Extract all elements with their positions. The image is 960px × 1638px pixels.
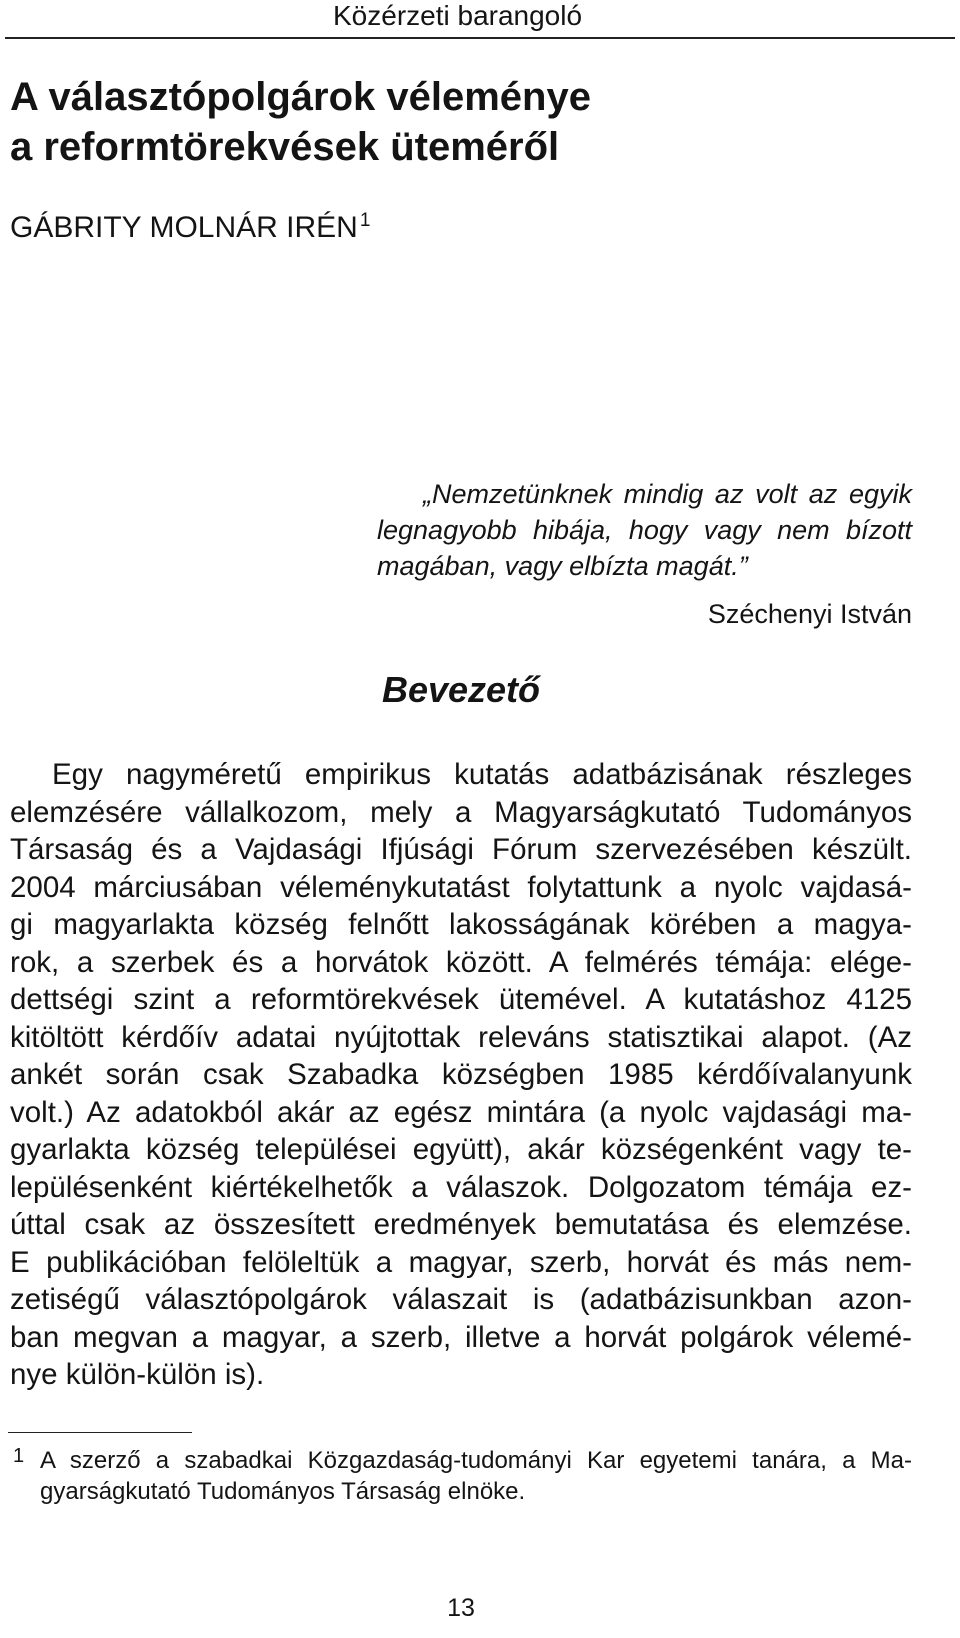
- body-line: volt.) Az adatokból akár az egész mintára (a nyolc vajdasági ma-: [10, 1095, 912, 1129]
- body-line: lepülésenként kiértékelhetők a válaszok. Dolgozatom témája ez-: [10, 1170, 912, 1204]
- body-paragraph: [10, 756, 912, 1394]
- header-rule: [5, 37, 955, 39]
- body-line: gi magyarlakta község felnőtt lakosságának körében a magya-: [10, 908, 912, 941]
- epigraph-line: „Nemzetünknek mindig az volt az egyik: [423, 479, 912, 509]
- body-line: Egy nagyméretű empirikus kutatás adatbázisának részleges: [52, 758, 912, 791]
- epigraph-line: magában, vagy elbízta magát.”: [377, 551, 748, 581]
- article-title: [10, 72, 591, 172]
- body-line: zetiségű választópolgárok válaszait is (adatbázisunkban azon-: [10, 1283, 912, 1316]
- body-line: nye külön-külön is).: [10, 1358, 265, 1391]
- footnote-rule: [8, 1432, 192, 1433]
- body-line: 2004 márciusában véleménykutatást folytattunk a nyolc vajdasá-: [10, 870, 912, 904]
- body-line: úttal csak az összesített eredmények bemutatása és elemzése.: [10, 1208, 912, 1241]
- author-text: GÁBRITY MOLNÁR IRÉN: [10, 211, 358, 244]
- page-number: 13: [447, 1594, 475, 1622]
- epigraph: [377, 476, 912, 584]
- body-line: gyarlakta község települései együtt), akár községenként vagy te-: [10, 1133, 912, 1166]
- epigraph-attribution: Széchenyi István: [707, 599, 912, 629]
- body-line: ankét során csak Szabadka községben 1985 kérdőívalanyunk: [10, 1058, 912, 1091]
- footnote: [40, 1445, 912, 1507]
- body-line: rok, a szerbek és a horvátok között. A felmérés témája: elége-: [10, 945, 912, 979]
- body-line: ban megvan a magyar, a szerb, illetve a horvát polgárok vélemé-: [10, 1320, 912, 1354]
- author-footnote-mark: 1: [359, 210, 371, 231]
- running-header: Közérzeti barangoló: [333, 0, 583, 31]
- body-line: Társaság és a Vajdasági Ifjúsági Fórum szervezésében készült.: [10, 833, 912, 866]
- footnote-mark: 1: [13, 1445, 25, 1467]
- footnote-line: gyarságkutató Tudományos Társaság elnöke.: [40, 1478, 526, 1505]
- body-line: E publikációban felöleltük a magyar, szerb, horvát és más nem-: [10, 1245, 912, 1279]
- body-line: kitöltött kérdőív adatai nyújtottak releváns statisztikai alapot. (Az: [10, 1020, 912, 1054]
- title-line: A választópolgárok véleménye: [10, 75, 591, 119]
- epigraph-line: legnagyobb hibája, hogy vagy nem bízott: [377, 515, 912, 545]
- body-line: dettségi szint a reformtörekvések ütemével. A kutatáshoz 4125: [10, 983, 912, 1016]
- body-line: elemzésére vállalkozom, mely a Magyarságkutató Tudományos: [10, 795, 912, 829]
- section-heading: Bevezető: [381, 669, 541, 710]
- author-name: [10, 208, 370, 248]
- footnote-line: A szerző a szabadkai Közgazdaság-tudományi Kar egyetemi tanára, a Ma-: [40, 1447, 912, 1474]
- title-line: a reformtörekvések üteméről: [10, 125, 560, 169]
